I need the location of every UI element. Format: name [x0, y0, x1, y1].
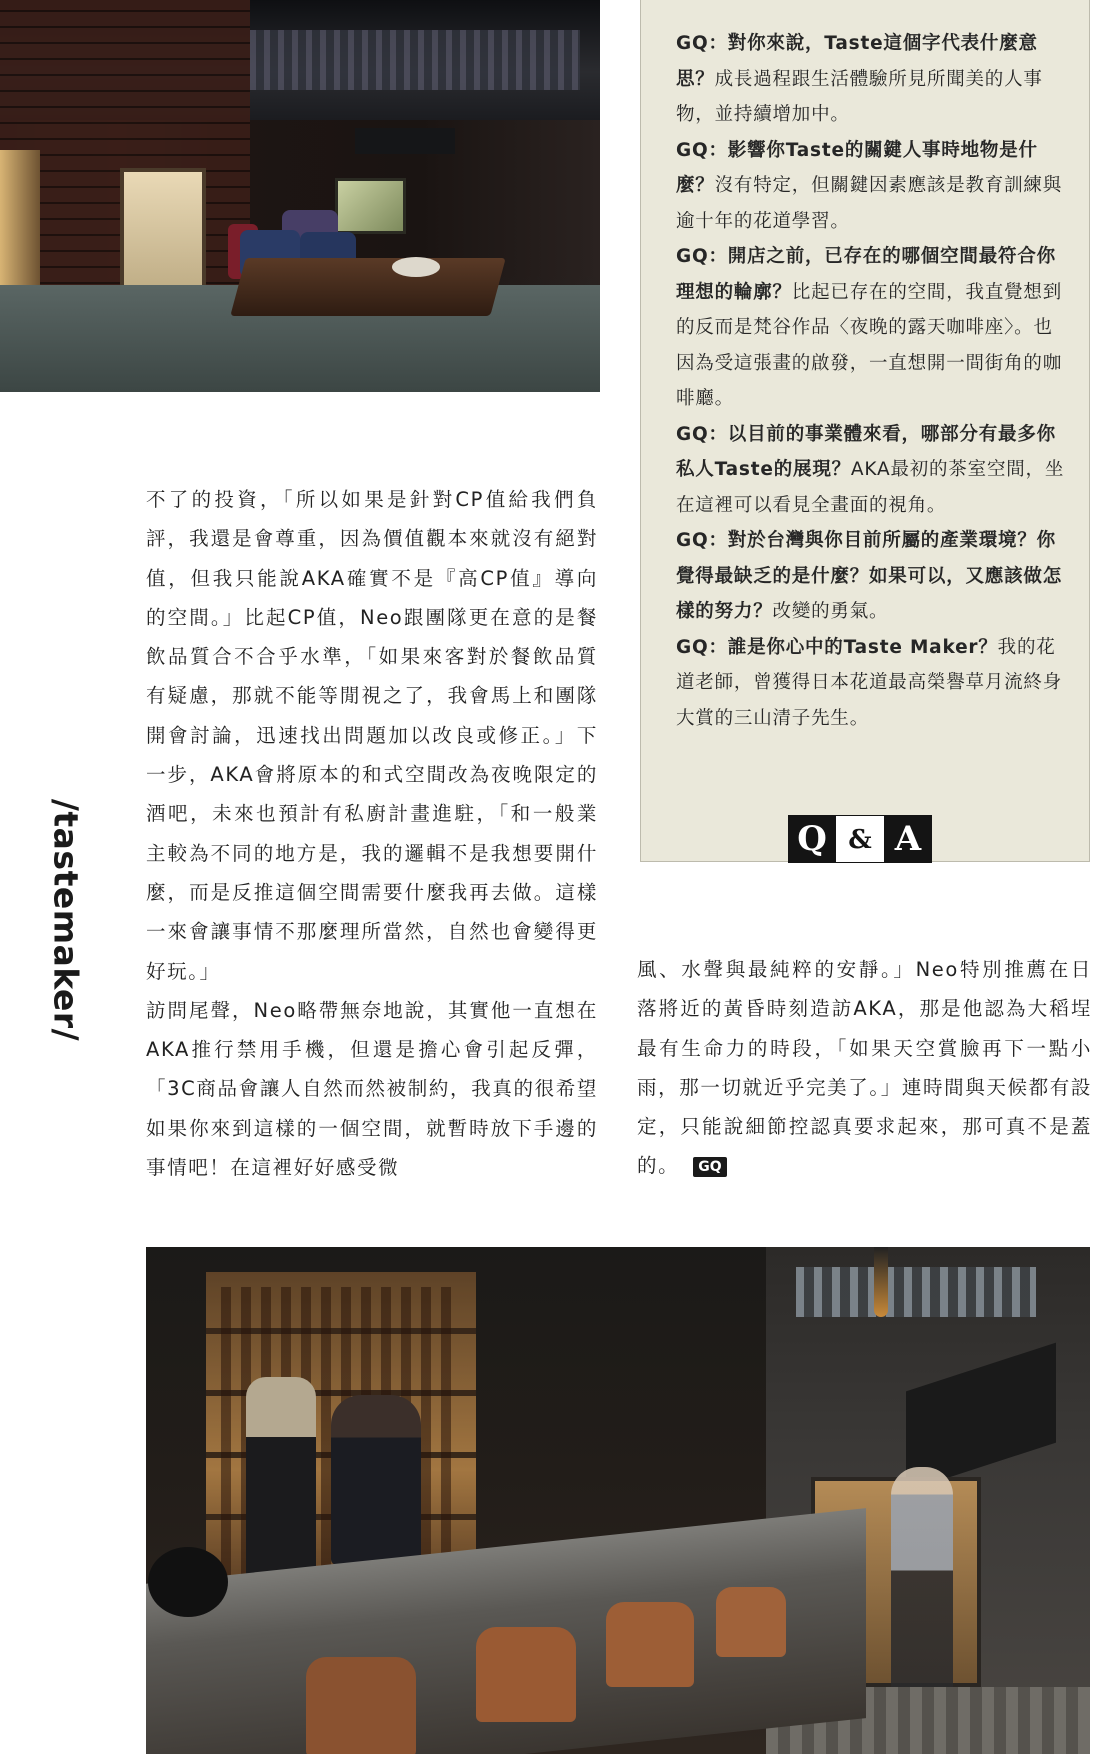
qa-item: [676, 417, 1066, 524]
photo-window: [335, 178, 406, 234]
qa-answer: 改變的勇氣。: [772, 601, 889, 622]
photo-bar-stool: [306, 1657, 416, 1754]
photo-stone: [392, 257, 440, 277]
qa-item: [676, 133, 1066, 240]
article-right-column: [637, 950, 1092, 1186]
photo-bar-stool: [476, 1627, 576, 1722]
qa-item: [676, 26, 1066, 133]
article-paragraph: 不了的投資，「所以如果是針對CP值給我們負評，我還是會尊重，因為價值觀本來就沒有絕對值，但我只能說AKA確實不是『高CP值』導向的空間。」比起CP值，Neo跟團隊更在意的是餐飲品質合不合乎水準，「如果來客對於餐飲品質有疑慮，那就不能等閒視之了，我會馬上和團隊開會討論，迅速找出問題加以改良或修正。」下一步，AKA會將原本的和式空間改為夜晚限定的酒吧，未來也預計有私廚計畫進駐，「和一般業主較為不同的地方是，我的邏輯不是我想要開什麼，而是反推這個空間需要什麼我再去做。這樣一來會讓事情不那麼理所當然，自然也會變得更好玩。」: [146, 488, 598, 983]
qa-list: [676, 26, 1066, 736]
article-paragraph: 風、水聲與最純粹的安靜。」Neo特別推薦在日落將近的黃昏時刻造訪AKA，那是他認為大稻埕最有生命力的時段，「如果天空賞臉再下一點小雨，那一切就近乎完美了。」連時間與天候都有設定，只能說細節控認真要求起來，那可真不是蓋的。: [637, 958, 1092, 1178]
section-label-text: /tastemaker/: [46, 798, 86, 1042]
photo-walking-person: [891, 1467, 953, 1697]
bar-photo: [146, 1247, 1090, 1754]
photo-skylight: [250, 30, 580, 90]
qa-answer: 成長過程跟生活體驗所見所聞美的人事物，並持續增加中。: [676, 68, 1043, 125]
photo-speaker: [148, 1547, 228, 1617]
tea-room-photo: [0, 0, 600, 392]
qa-badge-amp: &: [836, 815, 884, 863]
qa-badge-a: A: [884, 815, 932, 863]
qa-item: [676, 239, 1066, 417]
qa-item: [676, 523, 1066, 630]
qa-item: [676, 630, 1066, 737]
qa-question: GQ：以目前的事業體來看，哪部分有最多你私人Taste的展現？: [676, 423, 1056, 480]
photo-skylight: [796, 1267, 1036, 1317]
qa-box: [640, 0, 1090, 862]
photo-pendant-lamp: [874, 1247, 888, 1317]
qa-question: GQ：對你來說，Taste這個字代表什麼意思？: [676, 33, 1038, 90]
photo-bar-stool: [716, 1587, 786, 1657]
photo-bar-stool: [606, 1602, 694, 1687]
photo-air-conditioner: [355, 128, 455, 154]
qa-question: GQ：開店之前，已存在的哪個空間最符合你理想的輪廓？: [676, 246, 1056, 303]
article-left-column: [146, 480, 598, 1187]
qa-answer: 比起已存在的空間，我直覺想到的反而是梵谷作品〈夜晚的露天咖啡座〉。也因為受這張畫的啟發，一直想開一間街角的咖啡廳。: [676, 281, 1063, 409]
qa-answer: 我的花道老師，曾獲得日本花道最高榮譽草月流終身大賞的三山清子先生。: [676, 636, 1063, 729]
section-label: [46, 780, 86, 1060]
photo-coffee-grinder: [246, 1377, 316, 1577]
qa-badge-q: Q: [788, 815, 836, 863]
gq-end-mark: GQ: [693, 1157, 726, 1177]
qa-badge: [788, 815, 932, 863]
photo-barista: [331, 1395, 421, 1565]
article-paragraph: 訪問尾聲，Neo略帶無奈地說，其實他一直想在AKA推行禁用手機，但還是擔心會引起反彈，「3C商品會讓人自然而然被制約，我真的很希望如果你來到這樣的一個空間，就暫時放下手邊的事情吧！在這裡好好感受微: [146, 998, 598, 1180]
qa-question: GQ：影響你Taste的關鍵人事時地物是什麼？: [676, 139, 1038, 196]
qa-answer: AKA最初的茶室空間，坐在這裡可以看見全畫面的視角。: [676, 459, 1065, 516]
qa-question: GQ：誰是你心中的Taste Maker？: [676, 636, 998, 658]
photo-wooden-table: [230, 258, 506, 316]
qa-answer: 沒有特定，但關鍵因素應該是教育訓練與逾十年的花道學習。: [676, 175, 1063, 232]
qa-question: GQ：對於台灣與你目前所屬的產業環境？你覺得最缺乏的是什麼？如果可以，又應該做怎樣的努力？: [676, 530, 1063, 622]
